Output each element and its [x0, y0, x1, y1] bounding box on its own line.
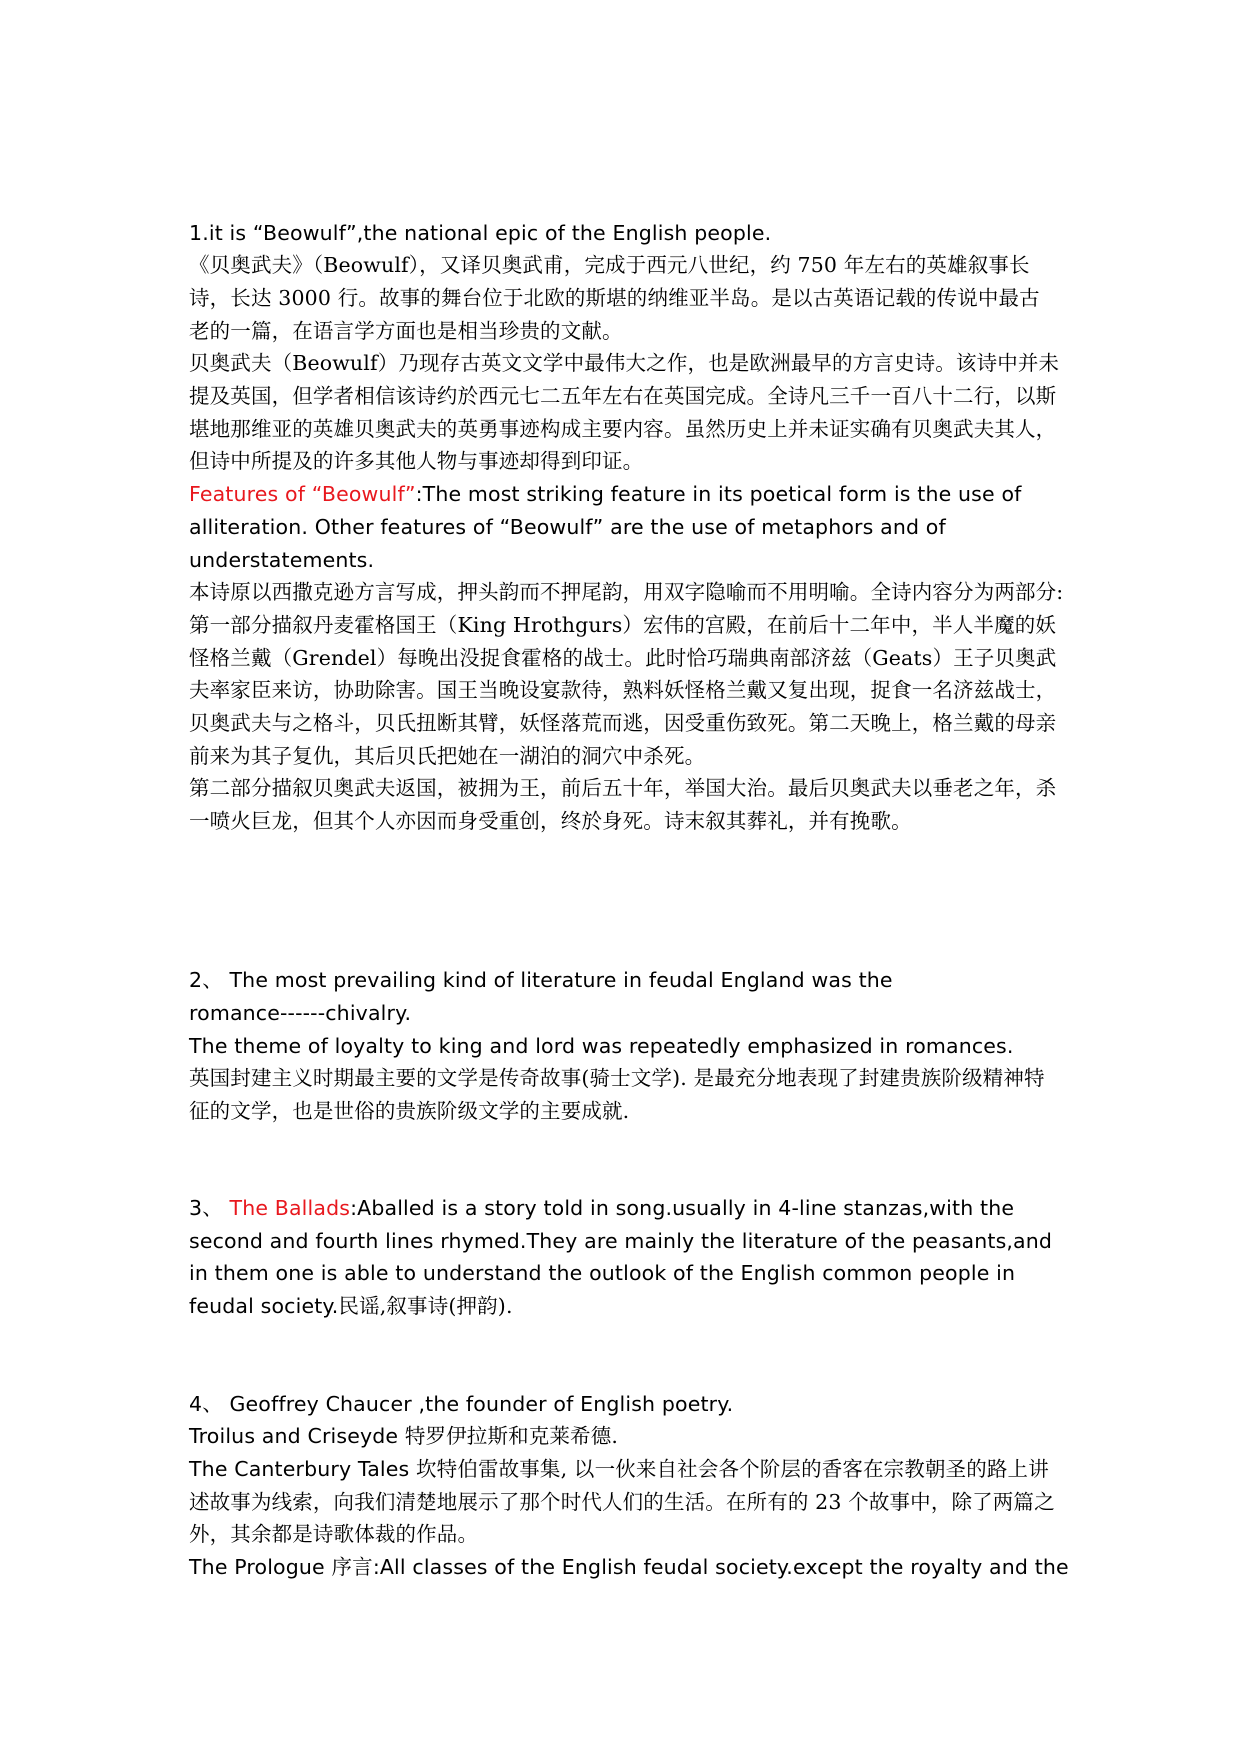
beowulf-summary-line: 第二部分描叙贝奥武夫返国，被拥为王，前后五十年，举国大治。最后贝奥武夫以垂老之年，杀 — [189, 776, 1057, 800]
ballads-last-cn: 民谣,叙事诗(押韵). — [338, 1294, 513, 1318]
ballads-paragraph-line — [189, 1193, 1014, 1223]
features-paragraph-line — [189, 479, 1022, 509]
beowulf-intro-line: 贝奥武夫（Beowulf）乃现存古英文文学中最伟大之作，也是欧洲最早的方言史诗。该诗中并未 — [189, 351, 1060, 375]
troilus-title: Troilus and Criseyde — [189, 1424, 405, 1448]
canterbury-line — [189, 1454, 1049, 1484]
ballads-paragraph-line: second and fourth lines rhymed.They are mainly the literature of the peasants,and — [189, 1229, 1053, 1253]
beowulf-intro-line: 诗，长达 3000 行。故事的舞台位于北欧的斯堪的纳维亚半岛。是以古英语记载的传说中最古 — [189, 286, 1040, 310]
beowulf-summary-line: 本诗原以西撒克逊方言写成，押头韵而不押尾韵，用双字隐喻而不用明喻。全诗内容分为两部分: — [189, 580, 1064, 604]
section2-line: romance------chivalry. — [189, 1001, 412, 1025]
ballads-paragraph-line — [189, 1291, 513, 1321]
beowulf-intro-line: 《贝奥武夫》（Beowulf），又译贝奥武甫，完成于西元八世纪，约 750 年左右的英雄叙事长 — [189, 253, 1030, 277]
beowulf-intro-line: 堪地那维亚的英雄贝奥武夫的英勇事迹构成主要内容。虽然历史上并未证实确有贝奥武夫其人， — [189, 417, 1057, 441]
ballads-text: :Aballed is a story told in song.usually in 4-line stanzas,with the — [350, 1196, 1015, 1220]
beowulf-summary-line: 第一部分描叙丹麦霍格国王（King Hrothgurs）宏伟的宫殿，在前后十二年中，半人半魔的妖 — [189, 613, 1057, 637]
prologue-text: :All classes of the English feudal society.except the royalty and the — [372, 1555, 1069, 1579]
beowulf-summary-line: 怪格兰戴（Grendel）每晚出没捉食霍格的战士。此时恰巧瑞典南部济兹（Geats）王子贝奥武 — [189, 646, 1057, 670]
features-label: Features of “Beowulf” — [189, 482, 416, 506]
canterbury-desc-line: 述故事为线索，向我们清楚地展示了那个时代人们的生活。在所有的 23 个故事中，除了两篇之 — [189, 1490, 1055, 1514]
section1-heading: 1.it is “Beowulf”,the national epic of the English people. — [189, 221, 772, 245]
features-paragraph-line: understatements. — [189, 548, 375, 572]
beowulf-summary-line: 一喷火巨龙，但其个人亦因而身受重创，终於身死。诗末叙其葬礼，并有挽歌。 — [189, 809, 912, 833]
canterbury-desc-line: 外，其余都是诗歌体裁的作品。 — [189, 1522, 479, 1546]
canterbury-title: The Canterbury Tales — [189, 1457, 417, 1481]
features-paragraph-line: alliteration. Other features of “Beowulf” are the use of metaphors and of — [189, 515, 946, 539]
canterbury-cn: 坎特伯雷故事集, 以一伙来自社会各个阶层的香客在宗教朝圣的路上讲 — [416, 1457, 1049, 1481]
section2-cn-line: 英国封建主义时期最主要的文学是传奇故事(骑士文学). 是最充分地表现了封建贵族阶级精神特 — [189, 1066, 1045, 1090]
troilus-line — [189, 1421, 618, 1451]
section2-line: 2、 The most prevailing kind of literature in feudal England was the — [189, 968, 893, 992]
prologue-title: The Prologue — [189, 1555, 332, 1579]
ballads-paragraph-line: in them one is able to understand the outlook of the English common people in — [189, 1261, 1016, 1285]
section3-number: 3、 — [189, 1196, 230, 1220]
section4-heading: 4、 Geoffrey Chaucer ,the founder of English poetry. — [189, 1392, 734, 1416]
beowulf-intro-line: 老的一篇，在语言学方面也是相当珍贵的文献。 — [189, 319, 623, 343]
section2-line: The theme of loyalty to king and lord was repeatedly emphasized in romances. — [189, 1034, 1014, 1058]
prologue-line — [189, 1552, 1069, 1582]
section2-cn-line: 征的文学，也是世俗的贵族阶级文学的主要成就. — [189, 1099, 630, 1123]
features-text: :The most striking feature in its poetical form is the use of — [415, 482, 1022, 506]
ballads-label: The Ballads — [229, 1196, 351, 1220]
beowulf-summary-line: 前来为其子复仇，其后贝氏把她在一湖泊的洞穴中杀死。 — [189, 744, 706, 768]
troilus-cn: 特罗伊拉斯和克莱希德. — [404, 1424, 619, 1448]
beowulf-summary-line: 贝奥武夫与之格斗，贝氏扭断其臂，妖怪落荒而逃，因受重伤致死。第二天晚上，格兰戴的母亲 — [189, 711, 1057, 735]
beowulf-intro-line: 但诗中所提及的许多其他人物与事迹却得到印证。 — [189, 449, 644, 473]
beowulf-summary-line: 夫率家臣来访，协助除害。国王当晚设宴款待，熟料妖怪格兰戴又复出现，捉食一名济兹战士， — [189, 678, 1057, 702]
ballads-last-en: feudal society. — [189, 1294, 339, 1318]
beowulf-intro-line: 提及英国，但学者相信该诗约於西元七二五年左右在英国完成。全诗凡三千一百八十二行，以斯 — [189, 384, 1057, 408]
prologue-cn: 序言 — [331, 1555, 373, 1579]
